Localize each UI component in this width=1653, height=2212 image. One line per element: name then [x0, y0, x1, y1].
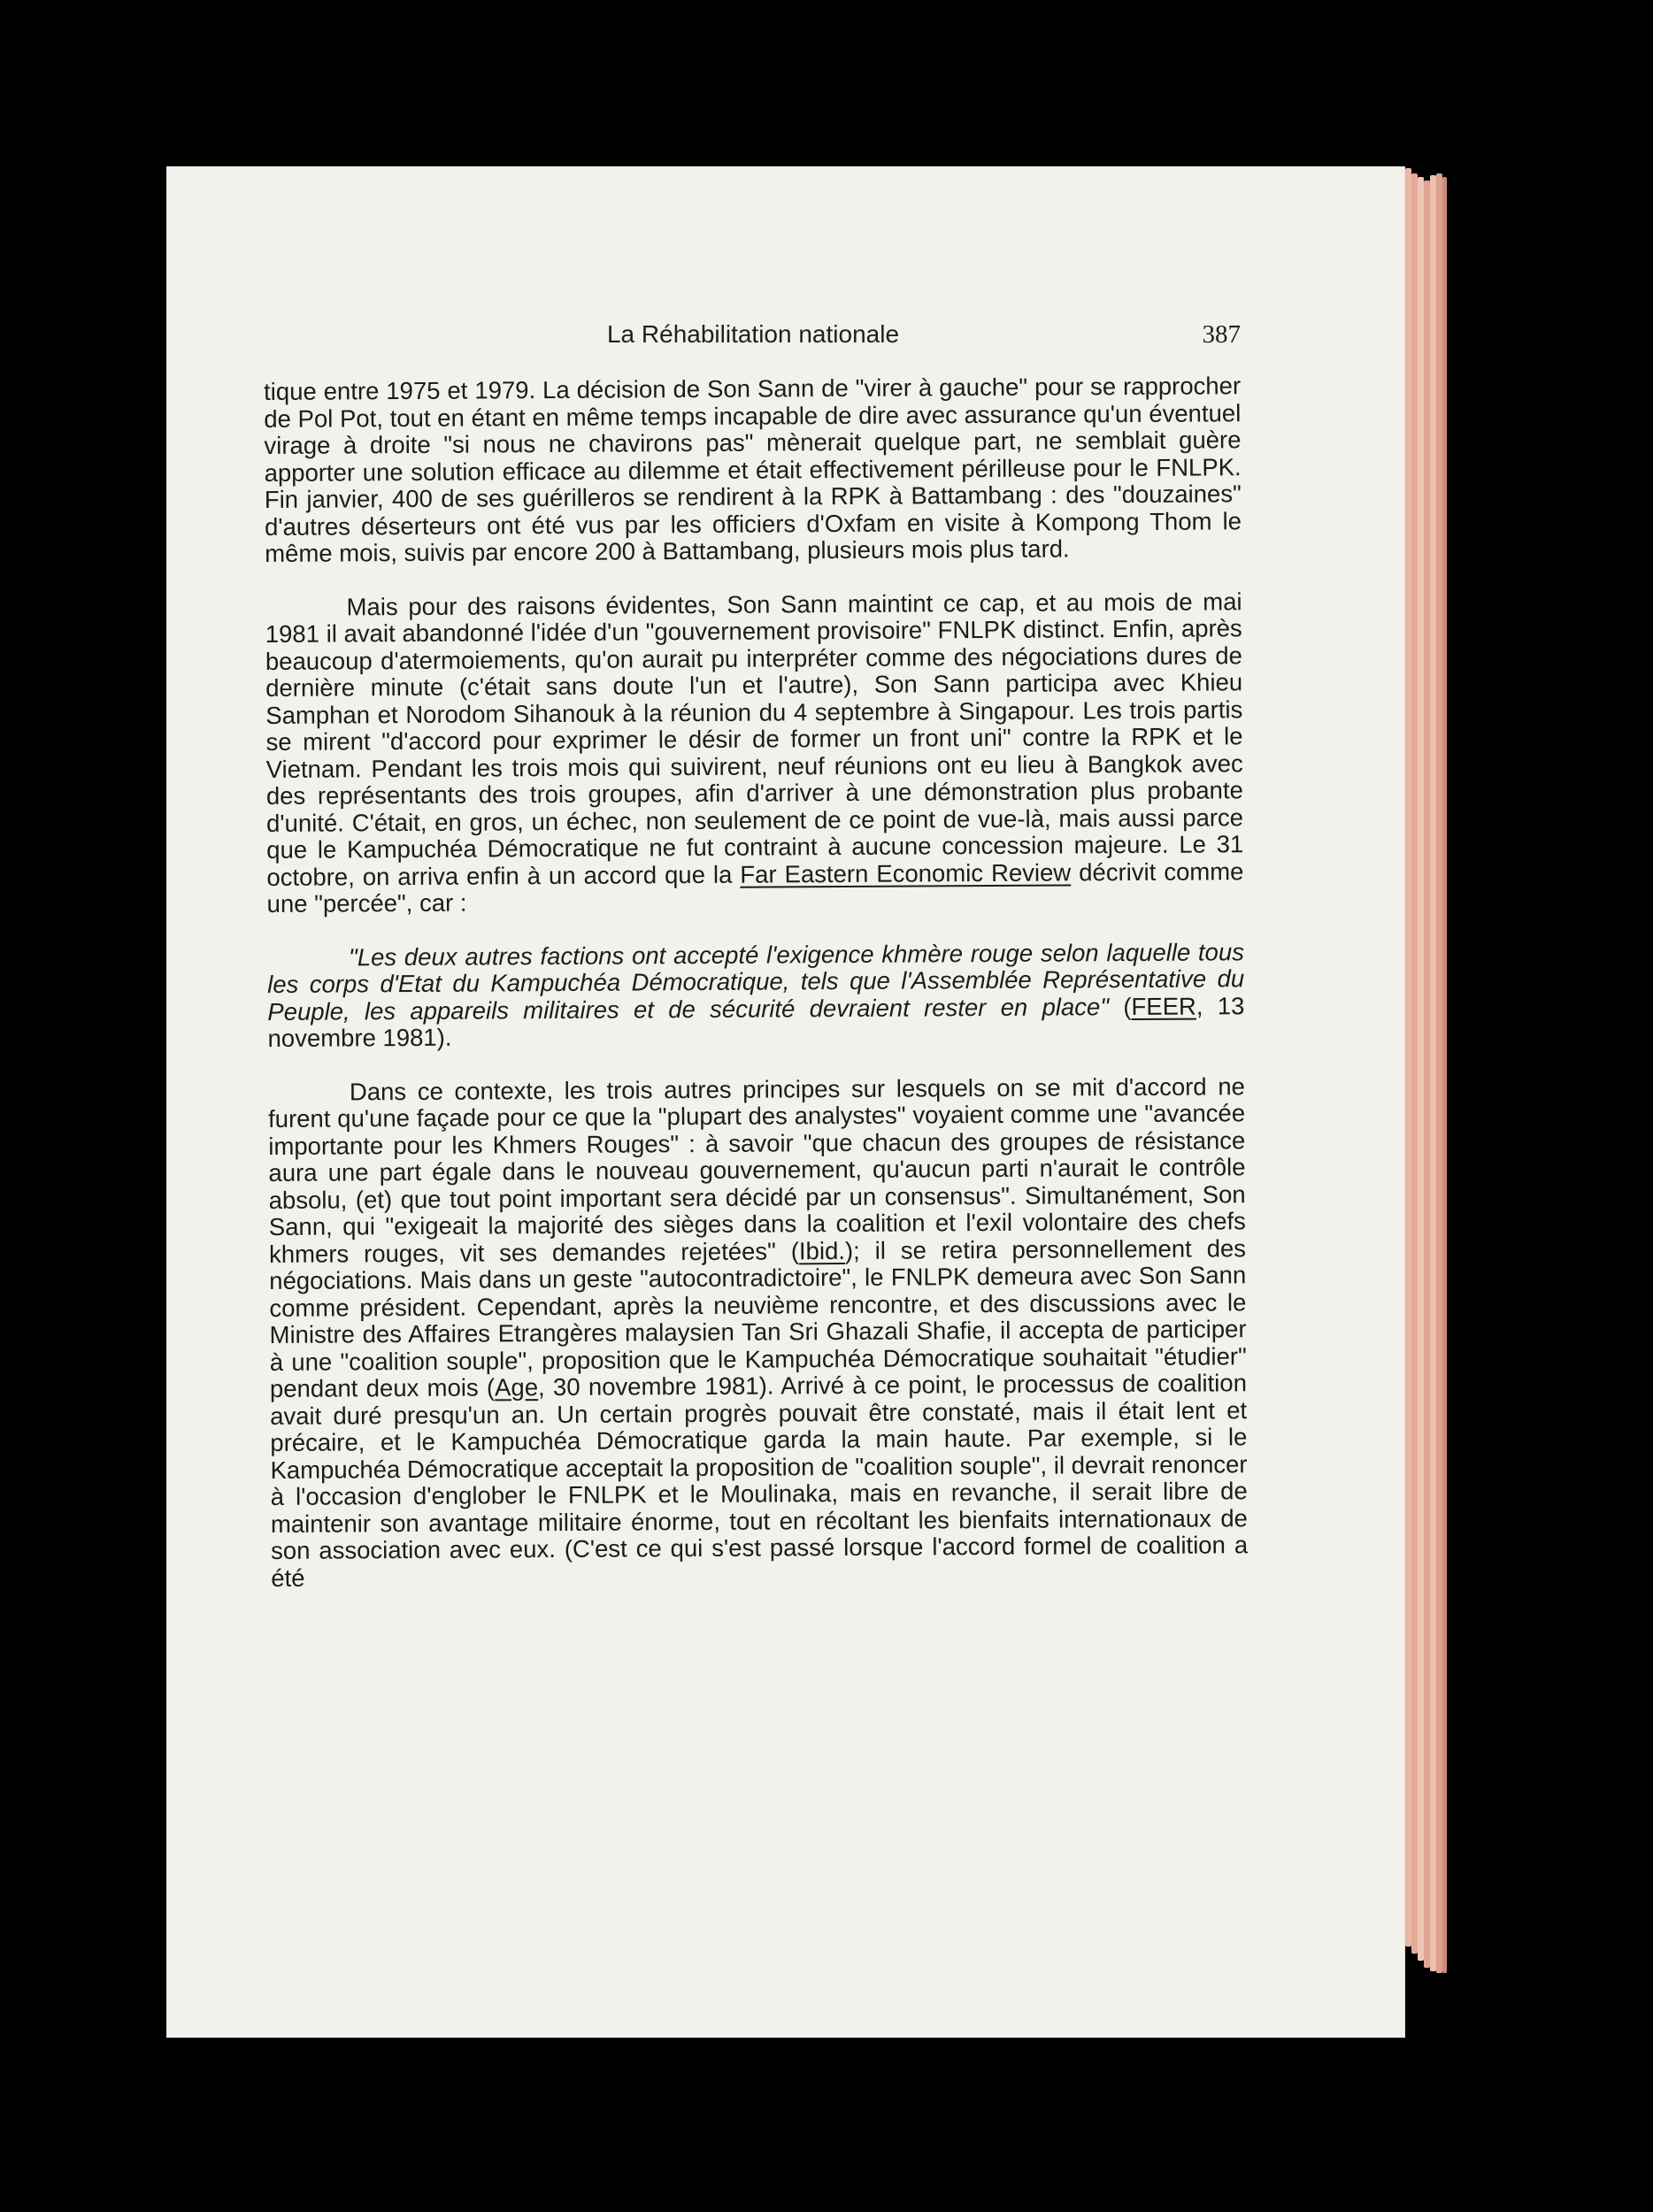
- block-quote: [267, 939, 1245, 1053]
- paragraph-1: tique entre 1975 et 1979. La décision de Son Sann de "virer à gauche" pour se rapprocher de Pol Pot, tout en étant en même temps incapable de dire avec assurance qu'un éventuel virage à droite "si nous ne chavirons pas" mènerait quelque part, ne semblait guère apporter une solution efficace au dilemme et était effectivement périlleuse pour le FNLPK. Fin janvier, 400 de ses guérilleros se rendirent à la RPK à Battambang : des "douzaines" d'autres déserteurs ont été vus par les officiers d'Oxfam en visite à Kompong Thom le même mois, suivis par encore 200 à Battambang, plusieurs mois plus tard.: [263, 372, 1242, 567]
- page-edge: [1424, 180, 1430, 1968]
- paragraph-3: [268, 1073, 1249, 1592]
- citation-ibid: Ibid.: [798, 1236, 846, 1264]
- paragraph-2-text: Mais pour des raisons évidentes, Son Sann maintint ce cap, et au mois de mai 1981 il avait abandonné l'idée d'un "gouvernement provisoire" FNLPK distinct. Enfin, après beaucoup d'atermoiements, qu'on aurait pu interpréter comme des négociations dures de dernière minute (c'était sans doute l'un et l'autre), Son Sann participa avec Khieu Samphan et Norodom Sihanouk à la réunion du 4 septembre à Singapour. Les trois partis se mirent "d'accord pour exprimer le désir de former un front uni" contre la RPK et le Vietnam. Pendant les trois mois qui suivirent, neuf réunions ont eu lieu à Bangkok avec des représentants des trois groupes, afin d'arriver à une démonstration plus probante d'unité. C'était, en gros, un échec, non seulement de ce point de vue-là, mais aussi parce que le Kampuchéa Démocratique ne fut contraint à aucune concession majeure. Le 31 octobre, on arriva enfin à un accord que la: [265, 587, 1244, 891]
- paragraph-3-middle: ); il se retira personnellement des négociations. Mais dans un geste "autocontradictoire", le FNLPK demeura avec Son Sann comme président. Cependant, après la neuvième rencontre, et des discussions avec le Ministre des Affaires Etrangères malaysien Tan Sri Ghazali Shafie, il accepta de participer à une "coalition souple", proposition que le Kampuchéa Démocratique souhaitait "étudier" pendant deux mois (: [269, 1233, 1247, 1402]
- quote-citation-source: FEER: [1131, 992, 1196, 1020]
- page-edge: [1442, 177, 1447, 1973]
- source-feer-title: Far Eastern Economic Review: [740, 857, 1072, 888]
- quote-text: "Les deux autres factions ont accepté l'exigence khmère rouge selon laquelle tous les corps d'Etat du Kampuchéa Démocratique, tels que l'Assemblée Représentative du Peuple, les appareils militaires et de sécurité devraient rester en place": [267, 937, 1245, 1025]
- running-head: [265, 320, 1241, 357]
- citation-age: Age: [495, 1373, 539, 1402]
- running-title: La Réhabilitation nationale: [606, 320, 900, 348]
- paragraph-2-tail: décrivit comme une "percée", car :: [266, 856, 1244, 918]
- page-edge: [1411, 173, 1418, 1954]
- paragraph-3-tail: , 30 novembre 1981). Arrivé à ce point, le processus de coalition avait duré presqu'un an. Un certain progrès pouvait être constaté, mais il était lent et précaire, et le Kampuchéa Démocratique garda la main haute. Par exemple, si le Kampuchéa Démocratique acceptait la proposition de "coalition souple", il devrait renoncer à l'occasion d'englober le FNLPK et le Moulinaka, mais en revanche, il serait libre de maintenir son avantage militaire énorme, tout en récoltant les bienfaits internationaux de son association avec eux. (C'est ce qui s'est passé lorsque l'accord formel de coalition a été: [270, 1369, 1249, 1592]
- page-edge: [1430, 175, 1436, 1971]
- page-edge: [1418, 177, 1424, 1961]
- page-edge: [1436, 173, 1442, 1973]
- page-edge: [1405, 168, 1411, 1947]
- paragraph-3-text: Dans ce contexte, les trois autres principes sur lesquels on se mit d'accord ne furent qu'une façade pour ce que la "plupart des analystes" voyaient comme une "avancée importante pour les Khmers Rouges" : à savoir "que chacun des groupes de résistance aura une part égale dans le nouveau gouvernement, qu'aucun parti n'aurait le contrôle absolu, (et) que tout point important sera décidé par un consensus". Simultanément, Son Sann, qui "exigeait la majorité des sièges dans la coalition et l'exil volontaire des chefs khmers rouges, vit ses demandes rejetées" (: [268, 1071, 1246, 1268]
- quote-citation-rest: , 13 novembre 1981).: [267, 991, 1245, 1052]
- body-text: [264, 373, 1248, 1592]
- page-number: 387: [1202, 320, 1241, 349]
- quote-citation-open: (: [1123, 992, 1132, 1020]
- paragraph-2: [265, 588, 1243, 918]
